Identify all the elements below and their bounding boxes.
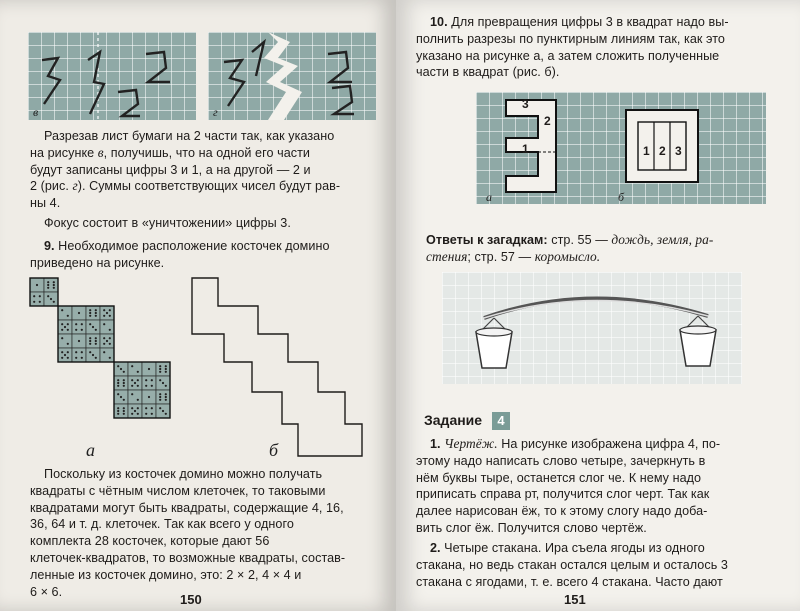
text-line: комплекта 28 косточек, которые дают 56 [30, 534, 270, 549]
domino-pip [123, 407, 125, 409]
domino-pip [61, 329, 63, 331]
domino-pip [120, 396, 122, 398]
text-line: приписать справа рт, получится слог черт. Так как [416, 487, 710, 502]
text-line: 2. Четыре стакана. Ира съела ягоды из одного [430, 541, 705, 555]
domino-pip [75, 351, 77, 353]
text-line: 36, 64 и т. д. клеточек. Так как всего у одного [30, 517, 294, 532]
domino-pip [95, 357, 97, 359]
left-page [0, 0, 396, 611]
domino-pip [89, 343, 91, 345]
text-line: указано на рисунке а, а затем сложить полученные [416, 48, 720, 63]
domino-pip [117, 410, 119, 412]
domino-pip [159, 371, 161, 373]
domino-pip [39, 301, 41, 303]
task-9 [30, 238, 378, 272]
domino-pip [89, 312, 91, 314]
domino-cell [44, 278, 58, 292]
domino-cell [114, 376, 128, 390]
domino-pip [123, 371, 125, 373]
domino-cell [72, 348, 86, 362]
domino-cell [128, 390, 142, 404]
domino-pip [103, 351, 105, 353]
domino-pip [78, 312, 80, 314]
domino-pip [75, 329, 77, 331]
domino-pip [151, 407, 153, 409]
zadanie-number-badge: 4 [492, 412, 510, 430]
answers [426, 232, 770, 266]
domino-cell [142, 376, 156, 390]
domino-pip [131, 379, 133, 381]
domino-cell [100, 348, 114, 362]
domino-cell [100, 320, 114, 334]
text-line: клеточек-квадратов, то возможные квадраты, состав- [30, 550, 346, 565]
domino-pip [117, 382, 119, 384]
domino-cell [30, 292, 44, 306]
domino-pip [145, 379, 147, 381]
domino-pip [165, 365, 167, 367]
domino-pip [53, 284, 55, 286]
domino-pip [64, 326, 66, 328]
text-line: далее нарисован ёж, то к этому слогу надо доба- [416, 504, 708, 519]
domino-pip [165, 385, 167, 387]
text-line: вить слог ёж. Получится слово чертёж. [416, 520, 647, 535]
domino-pip [47, 287, 49, 289]
text-line: стакана, но ведь стакан остался целым и осталось 3 [416, 557, 728, 572]
domino-pip [165, 413, 167, 415]
task-2 [416, 540, 770, 590]
text-line: 9. Необходимое расположение косточек домино [44, 239, 330, 253]
domino-pip [36, 284, 38, 286]
text-line: Разрезав лист бумаги на 2 части так, как указано [44, 129, 335, 143]
figure-a-label: а [486, 190, 492, 204]
domino-pip [67, 351, 69, 353]
text-line: Ответы к загадкам: стр. 55 — дождь, земля, ра- [426, 232, 714, 247]
text-line: приведено на рисунке. [30, 255, 165, 270]
text-line: на рисунке в, получишь, что на одной его части [30, 144, 310, 160]
domino-pip [165, 368, 167, 370]
domino-pip [165, 393, 167, 395]
domino-pip [159, 368, 161, 370]
paragraph-fokus: Фокус состоит в «уничтожении» цифры 3. [44, 216, 291, 230]
domino-cell [142, 404, 156, 418]
domino-pip [106, 312, 108, 314]
domino-pip [106, 340, 108, 342]
task-10 [416, 14, 770, 81]
domino-cell [156, 390, 170, 404]
domino-pip [47, 284, 49, 286]
domino-pip [103, 309, 105, 311]
domino-pip [117, 385, 119, 387]
domino-pip [103, 315, 105, 317]
text-line: ленные из косточек домино, это: 2 × 2, 4 × 4 и [30, 567, 302, 582]
domino-pip [61, 337, 63, 339]
domino-pip [145, 413, 147, 415]
domino-pip [50, 298, 52, 300]
text-line: полнить разрезы по пунктирным линиям так, как это [416, 31, 725, 46]
text-line: Поскольку из косточек домино можно получать [44, 467, 323, 481]
text-line: стения; стр. 57 — коромысло. [426, 248, 601, 264]
figure-domino-staircase [30, 278, 200, 468]
domino-pip [109, 357, 111, 359]
domino-pip [81, 323, 83, 325]
zadanie-heading: Задание 4 [424, 412, 510, 430]
domino-pip [89, 351, 91, 353]
domino-pip [159, 365, 161, 367]
domino-pip [67, 315, 69, 317]
text-line: части в квадрат (рис. б). [416, 65, 560, 80]
domino-pip [61, 351, 63, 353]
domino-pip [81, 357, 83, 359]
text-line: 1. Чертёж. На рисунке изображена цифра 4, по- [430, 436, 721, 451]
domino-pip [117, 413, 119, 415]
domino-pip [61, 357, 63, 359]
domino-pip [123, 382, 125, 384]
piece-label-1: 1 [522, 142, 529, 156]
domino-pip [95, 329, 97, 331]
domino-pip [137, 413, 139, 415]
domino-pip [151, 385, 153, 387]
domino-pip [89, 337, 91, 339]
text-line: ны 4. [30, 196, 61, 211]
domino-pip [131, 365, 133, 367]
domino-pip [109, 309, 111, 311]
domino-pip [165, 396, 167, 398]
paragraph-razrezav [30, 128, 378, 212]
text-line: стакана с ягодами, т. е. всего 4 стакана. Часто дают [416, 574, 723, 589]
domino-pip [95, 343, 97, 345]
domino-pip [61, 323, 63, 325]
domino-pip [131, 413, 133, 415]
domino-cell [86, 334, 100, 348]
domino-pip [159, 399, 161, 401]
domino-pip [165, 399, 167, 401]
domino-pip [137, 407, 139, 409]
domino-pip [148, 396, 150, 398]
domino-pip [53, 287, 55, 289]
domino-cell [72, 320, 86, 334]
domino-pip [145, 385, 147, 387]
piece-label-2: 2 [544, 114, 551, 128]
text-line: будут записаны цифры 3 и 1, а на другой — 2 и [30, 162, 311, 177]
domino-cell [86, 306, 100, 320]
yoke-illustration [442, 272, 742, 384]
domino-pip [53, 281, 55, 283]
domino-pip [33, 301, 35, 303]
domino-pip [53, 301, 55, 303]
text-line: этому надо написать слово четыре, зачеркнуть в [416, 453, 706, 468]
text-line: квадратами могут быть квадраты, содержащие 4, 16, [30, 500, 344, 515]
figure-b-label: б [618, 190, 625, 204]
piece-label-3: 3 [522, 97, 529, 111]
domino-pip [162, 382, 164, 384]
domino-pip [117, 407, 119, 409]
domino-pip [137, 371, 139, 373]
domino-pip [95, 340, 97, 342]
figure-v-digits [28, 32, 196, 120]
domino-pip [137, 379, 139, 381]
domino-pip [78, 340, 80, 342]
domino-pip [92, 326, 94, 328]
domino-pip [137, 385, 139, 387]
domino-pip [123, 379, 125, 381]
domino-pip [89, 323, 91, 325]
domino-pip [123, 399, 125, 401]
domino-pip [67, 357, 69, 359]
domino-pip [95, 337, 97, 339]
domino-pip [134, 382, 136, 384]
text-line: нём буквы тыре, останется слог че. К нему надо [416, 470, 702, 485]
domino-cell [58, 306, 72, 320]
figure-g-digits [208, 32, 376, 120]
task-1 [416, 436, 770, 537]
text-line: квадраты с чётным числом клеточек, то таковыми [30, 483, 326, 498]
paragraph-poskolku [30, 466, 378, 600]
domino-pip [123, 413, 125, 415]
domino-cell [114, 404, 128, 418]
domino-pip [117, 365, 119, 367]
domino-pip [159, 407, 161, 409]
domino-pip [89, 309, 91, 311]
page-number: 151 [564, 592, 586, 607]
figure-a-label: а [86, 440, 95, 460]
domino-pip [117, 393, 119, 395]
domino-pip [162, 410, 164, 412]
domino-pip [131, 393, 133, 395]
domino-pip [109, 315, 111, 317]
square-label-2: 2 [659, 144, 666, 158]
domino-pip [109, 343, 111, 345]
domino-pip [109, 329, 111, 331]
domino-pip [47, 295, 49, 297]
domino-pip [151, 379, 153, 381]
right-page [396, 0, 800, 611]
square-label-1: 1 [643, 144, 650, 158]
domino-pip [39, 295, 41, 297]
figure-v-label: в [33, 105, 39, 119]
domino-pip [123, 385, 125, 387]
text-line: 10. Для превращения цифры 3 в квадрат надо вы- [430, 15, 729, 29]
figure-g-label: г [213, 105, 218, 119]
figure-outline-staircase [190, 276, 370, 466]
domino-pip [92, 354, 94, 356]
domino-pip [81, 329, 83, 331]
domino-pip [89, 340, 91, 342]
domino-pip [145, 407, 147, 409]
domino-pip [95, 315, 97, 317]
domino-cell [58, 334, 72, 348]
page-number: 150 [180, 592, 202, 607]
domino-pip [61, 309, 63, 311]
domino-pip [148, 368, 150, 370]
domino-pip [89, 315, 91, 317]
domino-pip [159, 396, 161, 398]
domino-pip [81, 351, 83, 353]
domino-pip [103, 323, 105, 325]
domino-pip [95, 312, 97, 314]
domino-pip [165, 371, 167, 373]
domino-pip [67, 343, 69, 345]
domino-pip [64, 354, 66, 356]
domino-pip [117, 379, 119, 381]
domino-pip [134, 410, 136, 412]
domino-pip [159, 379, 161, 381]
domino-pip [103, 343, 105, 345]
domino-pip [75, 357, 77, 359]
domino-pip [33, 295, 35, 297]
text-line: 6 × 6. [30, 584, 63, 599]
domino-pip [75, 323, 77, 325]
domino-pip [47, 281, 49, 283]
figure-3-cut [476, 92, 766, 204]
domino-pip [151, 413, 153, 415]
domino-pip [120, 368, 122, 370]
domino-pip [95, 309, 97, 311]
domino-pip [67, 323, 69, 325]
domino-cell [128, 362, 142, 376]
domino-pip [103, 337, 105, 339]
domino-pip [123, 410, 125, 412]
domino-pip [109, 337, 111, 339]
text-line: 2 (рис. г). Суммы соответствующих чисел будут рав- [30, 178, 341, 194]
domino-pip [131, 407, 133, 409]
domino-pip [159, 393, 161, 395]
figure-b-label: б [269, 440, 279, 460]
square-label-3: 3 [675, 144, 682, 158]
domino-pip [67, 329, 69, 331]
domino-cell [156, 362, 170, 376]
domino-pip [131, 385, 133, 387]
domino-pip [137, 399, 139, 401]
